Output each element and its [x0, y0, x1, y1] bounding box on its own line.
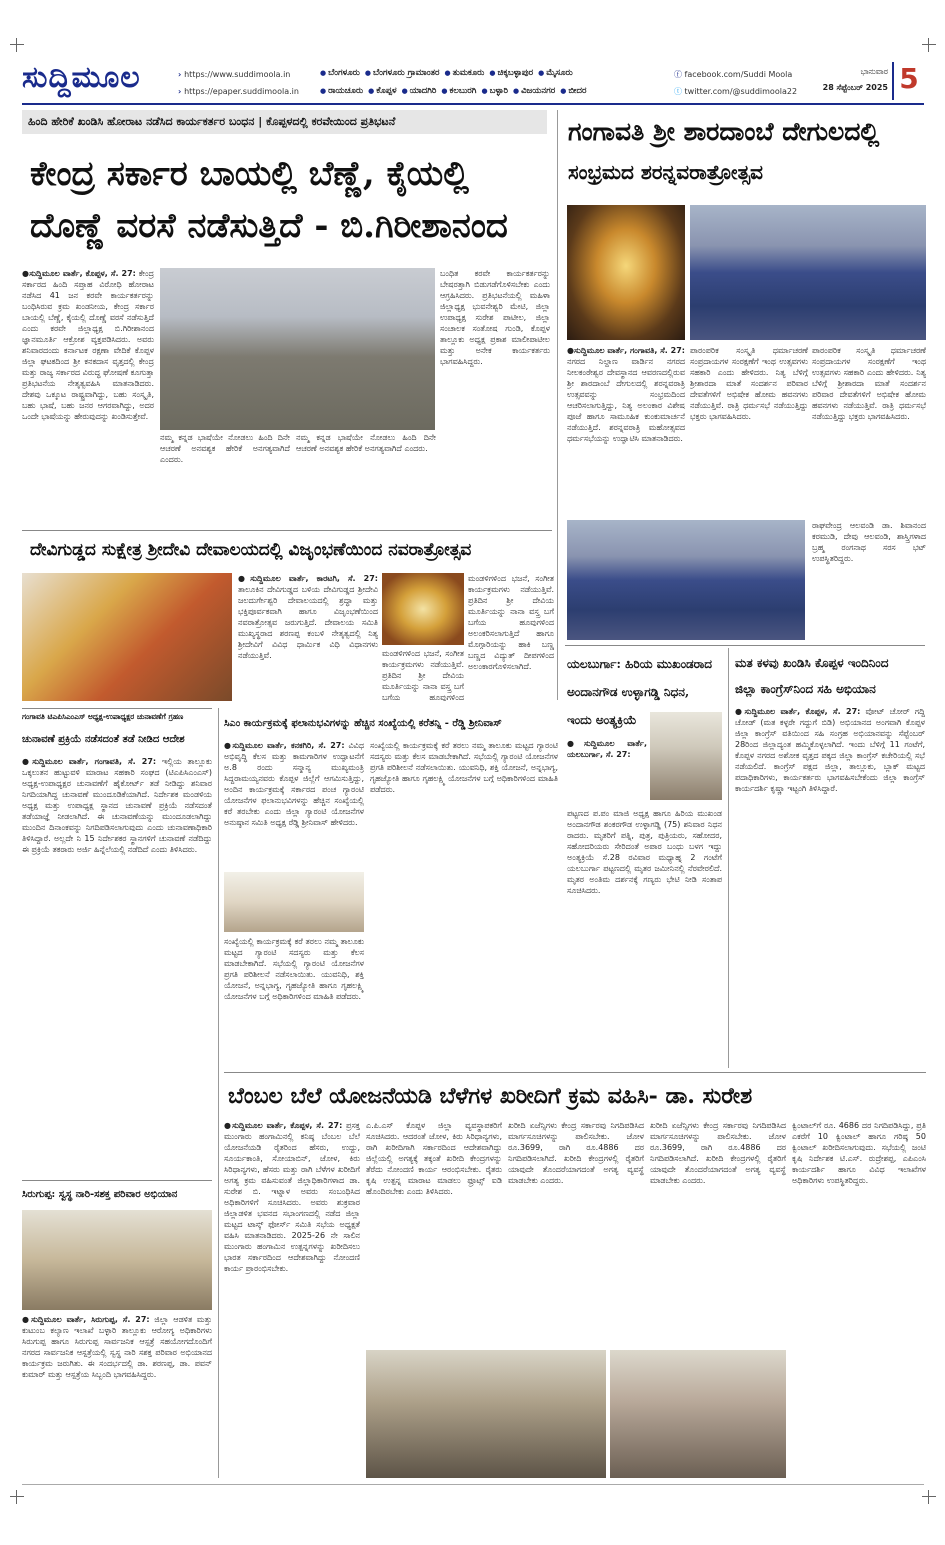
election-body-text: ಇಲ್ಲಿಯ ತಾಲ್ಲೂಕು ಒಕ್ಕಲುತನ ಹುಟ್ಟುವಳಿ ಮಾರಾಟ ಸಹಕಾರಿ ಸಂಘದ (ಟಿಎಪಿಸಿಎಂಎಸ್) ಅಧ್ಯಕ್ಷ-ಉಪಾಧ್ಯಕ್ಷರ ಚುನಾವಣೆಗೆ ಹೈಕೋರ್ಟ್ ತಡೆ ನೀಡಿದ್ದು ಶನಿವಾರ ನಿಗದಿಯಾಗಿದ್ದ ಚುನಾವಣೆ ಮುಂದೂಡಿಕೆಯಾಗಿದೆ. ನಿರ್ದೇಶಕ ಮಂಡಳಿಯ ಅಧ್ಯಕ್ಷ ಮತ್ತು ಉಪಾಧ್ಯಕ್ಷ ಸ್ಥಾನದ ಚುನಾವಣೆ ಪ್ರಕ್ರಿಯೆ ನಡೆಸದಂತೆ ತಡೆಯಾಜ್ಞೆ ನೀಡಲಾಗಿದೆ. ಈ ಚುನಾವಣೆಯನ್ನು ಮುಂದೂಡಲಾಗಿದ್ದು ಮುಂದಿನ ದಿನಾಂಕವನ್ನು ನಿಗದಿಪಡಿಸಲಾಗುವುದು ಎಂದು ಚುನಾವಣಾಧಿಕಾರಿ ತಿಳಿಸಿದ್ದಾರೆ. ಅಲ್ಲದೇ ನಿ 15 ನಿರ್ದೇಶಕರ ಸ್ಥಾನಗಳಿಗೆ ಚುನಾವಣೆ ನಡೆದಿದ್ದು ಈ ಪ್ರಕ್ರಿಯೆ ತಕರಾರು ಅರ್ಜಿ ಹಿನ್ನೆಲೆಯಲ್ಲಿ ನಡೆದಿದೆ ಎಂದು ತಿಳಿಸಿದರು.: [22, 757, 212, 854]
lead-column-2: ನಮ್ಮ ಕನ್ನಡ ಭಾಷೆಯೇ ನೋಡಲು ಹಿಂದಿ ದಿನೇ ಆಚರಣೆ ಅನವಶ್ಯಕ ಹೇರಿಕೆ ಅನಗತ್ಯವಾಗಿದೆ ಎಂದರು.: [296, 433, 436, 453]
registration-mark: [922, 38, 936, 52]
yalaburga-headline-line1: ಯಲಬುರ್ಗಾ: ಹಿರಿಯ ಮುಖಂಡರಾದ: [567, 657, 712, 671]
column-divider: [728, 648, 729, 1068]
cm-event-column-2: ಸಂಖ್ಯೆಯಲ್ಲಿ ಕಾರ್ಯಕ್ರಮಕ್ಕೆ ಕರೆ ತರಲು ನಮ್ಮ ತಾಲೂಕು ಮಟ್ಟದ ಗ್ಯಾರಂಟಿ ಸದಸ್ಯರು ಮತ್ತು ಕೆಲಸ ಮಾಡಬೇಕಾಗಿದೆ. ಸಭೆಯಲ್ಲಿ ಗ್ಯಾರಂಟಿ ಯೋಜನೆಗಳ ಪ್ರಗತಿ ಪರಿಶೀಲನೆ ನಡೆಸಲಾಯಿತು. ಯುವನಿಧಿ, ಶಕ್ತಿ ಯೋಜನೆ, ಅನ್ನಭಾಗ್ಯ, ಗೃಹಜ್ಯೋತಿ ಹಾಗೂ ಗೃಹಲಕ್ಷ್ಮಿ ಯೋಜನೆಗಳ ಬಗ್ಗೆ ಅಧಿಕಾರಿಗಳಿಂದ ಮಾಹಿತಿ ಪಡೆದರು.: [224, 937, 364, 1001]
page-number: 5: [892, 62, 924, 100]
meeting-photo: [224, 872, 364, 932]
gangavati-body-text: ನಗರದ ನಿಲ್ದಾಣ ವಾರ್ಡಿನ ನಗರದ ನೀಲಕಂಠೇಶ್ವರ ದೇವಸ್ಥಾನದ ಆವರಣದಲ್ಲಿರುವ ಶ್ರೀ ಶಾರದಾಂಬೆ ದೇಗುಲದಲ್ಲಿ ಶರನ್ನವರಾತ್ರಿ ಉತ್ಸವವನ್ನು ಸಂಭ್ರಮದಿಂದ ಆಚರಿಸಲಾಗುತ್ತಿದ್ದು, ನಿತ್ಯ ಅಲಂಕಾರ ವಿಶೇಷ ಪೂಜೆ ಹಾಗೂ ಸಾಮೂಹಿಕ ಕುಂಕುಮಾರ್ಚನೆ ನಡೆಯುತ್ತಿದೆ. ಶರನ್ನವರಾತ್ರಿ ಮಹೋತ್ಸವದ ಧರ್ಮಸಭೆಯನ್ನು ಉದ್ಘಾಟಿಸಿ ಮಾತನಾಡಿದರು.: [567, 357, 685, 443]
health-camp-photo: [22, 1210, 212, 1310]
registration-mark: [10, 1490, 24, 1504]
devigudda-column-2: ಮಂಡಳಿಗಳಿಂದ ಭಜನೆ, ಸಂಗೀತ ಕಾರ್ಯಕ್ರಮಗಳು ನಡೆಯುತ್ತಿವೆ. ಪ್ರತಿದಿನ ಶ್ರೀ ದೇವಿಯ ಮೂರ್ತಿಯನ್ನು ನಾನಾ ವಸ್ತ್ರ ಬಗೆ ಬಗೆಯ ಹೂವುಗಳಿಂದ ಅಲಂಕರಿಸಲಾಗುತ್ತಿದೆ ಹಾಗೂ ಮೊಗ್ಗಾರಿಯನ್ನು ಹಾಕಿ ಬಣ್ಣ ಬಣ್ಣದ ವಿದ್ಯುತ್ ದೀಪಗಳಿಂದ ಅಲಂಕಾರಗೊಳಿಸಲಾಗಿದೆ.: [468, 574, 554, 671]
siruguppa-body-text: ಜಿಲ್ಲಾ ಆಡಳಿತ ಮತ್ತು ಕುಟುಂಬ ಕಲ್ಯಾಣ ಇಲಾಖೆ ಬಳ್ಳಾರಿ ತಾಲ್ಲೂಕು ಆರೋಗ್ಯ ಅಧಿಕಾರಿಗಳು ಸಿರುಗುಪ್ಪ ಹಾಗೂ ಸಿರುಗುಪ್ಪ ಸಾರ್ವಜನಿಕ ಆಸ್ಪತ್ರೆ ಸಹಯೋಗದೊಂದಿಗೆ ನಗರದ ಸಾರ್ವಜನಿಕ ಆಸ್ಪತ್ರೆಯಲ್ಲಿ ಸ್ವಸ್ಥ ನಾರಿ ಸಶಕ್ತ ಪರಿವಾರ ಅಭಿಯಾನದ ಕಾರ್ಯಕ್ರಮ ಜರುಗಿತು. ಈ ಸಂದರ್ಭದಲ್ಲಿ ಡಾ. ಶರಣಪ್ಪ, ಡಾ. ಪವನ್ ಕುಮಾರ್ ಮತ್ತು ಆಸ್ಪತ್ರೆಯ ಸಿಬ್ಬಂದಿ ಭಾಗವಹಿಸಿದ್ದರು.: [22, 1315, 212, 1379]
devigudda-headline: ದೇವಿಗುಡ್ಡದ ಸುಕ್ಷೇತ್ರ ಶ್ರೀದೇವಿ ದೇವಾಲಯದಲ್ಲಿ ವಿಜೃಂಭಣೆಯಿಂದ ನವರಾತ್ರೋತ್ಸವ: [30, 540, 472, 560]
cm-event-body-text: ವಿವಿಧ ಅಭಿವೃದ್ಧಿ ಕೆಲಸ ಮತ್ತು ಕಾಮಗಾರಿಗಳ ಉದ್ಘಾಟನೆಗೆ ಅ.8 ರಂದು ಸನ್ಮಾನ್ಯ ಮುಖ್ಯಮಂತ್ರಿ ಸಿದ್ದರಾಮಯ್ಯನವರು ಕೊಪ್ಪಳ ಜಿಲ್ಲೆಗೆ ಆಗಮಿಸುತ್ತಿದ್ದು, ಅಂದಿನ ಕಾರ್ಯಕ್ರಮಕ್ಕೆ ಸರ್ಕಾರದ ಪಂಚ ಗ್ಯಾರಂಟಿ ಯೋಜನೆಗಳ ಫಲಾನುಭವಿಗಳನ್ನು ಹೆಚ್ಚಿನ ಸಂಖ್ಯೆಯಲ್ಲಿ ಕರೆ ತರಬೇಕು ಎಂದು ಜಿಲ್ಲಾ ಗ್ಯಾರಂಟಿ ಯೋಜನೆಗಳ ಅನುಷ್ಠಾನ ಸಮಿತಿ ಅಧ್ಯಕ್ಷ ರೆಡ್ಡಿ ಶ್ರೀನಿವಾಸ್ ಹೇಳಿದರು.: [224, 741, 364, 827]
district-item: ● ಮೈಸೂರು: [538, 68, 573, 78]
section-divider: [565, 645, 925, 646]
district-item: ● ಬೀದರ: [560, 86, 586, 96]
website-url[interactable]: › https://www.suddimoola.in: [178, 66, 299, 83]
facebook-link[interactable]: facebook.com/Suddi Moola: [684, 70, 793, 79]
district-item: ● ಬಳ್ಳಾರಿ: [481, 86, 508, 96]
congress-headline: [735, 650, 925, 702]
district-item: ● ಯಾದಗಿರಿ: [402, 86, 437, 96]
ritual-photo: [22, 573, 232, 701]
yalaburga-headline-line2: ಅಂದಾನಗೌಡ ಉಳ್ಳಾಗಡ್ಡಿ ನಿಧನ,: [567, 685, 690, 699]
millet-byline: ●ಸುದ್ದಿಮೂಲ ವಾರ್ತೆ, ಕೊಪ್ಪಳ, ಸೆ. 27:: [224, 1121, 343, 1130]
district-item: ● ರಾಯಚೂರು: [320, 86, 363, 96]
newspaper-logo: ಸುದ್ದಿಮೂಲ: [22, 60, 141, 95]
election-headline: ಚುನಾವಣೆ ಪ್ರಕ್ರಿಯೆ ನಡೆಸದಂತೆ ತಡೆ ನೀಡಿದ ಆದೇಶ: [22, 734, 185, 745]
congress-headline-line1: ಮತ ಕಳವು ಖಂಡಿಸಿ ಕೊಪ್ಪಳ ಇಂದಿನಿಂದ: [735, 656, 889, 670]
yalaburga-body: [567, 738, 647, 808]
twitter-link[interactable]: twitter.com/@suddimoola22: [684, 87, 798, 96]
deity-photo: [567, 205, 685, 340]
cm-event-body: [224, 740, 364, 868]
district-item: ● ತುಮಕೂರು: [445, 68, 485, 78]
social-links: [674, 66, 797, 100]
gangavati-headline-line2: ಸಂಭ್ರಮದ ಶರನ್ನವರಾತ್ರೋತ್ಸವ: [568, 160, 763, 184]
cm-event-column-3: ಸಂಖ್ಯೆಯಲ್ಲಿ ಕಾರ್ಯಕ್ರಮಕ್ಕೆ ಕರೆ ತರಲು ನಮ್ಮ ತಾಲೂಕು ಮಟ್ಟದ ಗ್ಯಾರಂಟಿ ಸದಸ್ಯರು ಮತ್ತು ಕೆಲಸ ಮಾಡಬೇಕಾಗಿದೆ. ಸಭೆಯಲ್ಲಿ ಗ್ಯಾರಂಟಿ ಯೋಜನೆಗಳ ಪ್ರಗತಿ ಪರಿಶೀಲನೆ ನಡೆಸಲಾಯಿತು. ಯುವನಿಧಿ, ಶಕ್ತಿ ಯೋಜನೆ, ಅನ್ನಭಾಗ್ಯ, ಗೃಹಜ್ಯೋತಿ ಹಾಗೂ ಗೃಹಲಕ್ಷ್ಮಿ ಯೋಜನೆಗಳ ಬಗ್ಗೆ ಅಧಿಕಾರಿಗಳಿಂದ ಮಾಹಿತಿ ಪಡೆದರು.: [370, 741, 558, 794]
devotees-photo-2: [567, 520, 805, 640]
district-item: ● ಬೆಂಗಳೂರು: [320, 68, 360, 78]
district-item: ● ಕಲಬುರಗಿ: [441, 86, 476, 96]
district-item: ● ವಿಜಯನಗರ: [513, 86, 555, 96]
lead-byline: ●ಸುದ್ದಿಮೂಲ ವಾರ್ತೆ, ಕೊಪ್ಪಳ, ಸೆ. 27:: [22, 269, 136, 278]
devotees-photo: [690, 205, 926, 340]
issue-day: ಭಾನುವಾರ: [860, 67, 888, 76]
millet-column-3: ಖರೀದಿ ಏಜೆನ್ಸಿಗಳು ಕೇಂದ್ರ ಸರ್ಕಾರವು ನಿಗದಿಪಡಿಸಿದ ಮಾರ್ಗಸೂಚಿಗಳನ್ನು ಪಾಲಿಸಬೇಕು. ಜೋಳ ರೂ.3699, ರಾಗಿ ರೂ.4886 ದರ ನಿಗದಿಪಡಿಸಲಾಗಿದೆ. ಖರೀದಿ ಕೇಂದ್ರಗಳಲ್ಲಿ ರೈತರಿಗೆ ಯಾವುದೇ ತೊಂದರೆಯಾಗದಂತೆ ಅಗತ್ಯ ವ್ಯವಸ್ಥೆ ಮಾಡಬೇಕು ಎಂದರು.: [508, 1121, 644, 1185]
issue-date: [808, 64, 888, 96]
election-body: [22, 756, 212, 1176]
cm-event-headline: ಸಿಎಂ ಕಾರ್ಯಕ್ರಮಕ್ಕೆ ಫಲಾನುಭವಿಗಳನ್ನು ಹೆಚ್ಚಿನ ಸಂಖ್ಯೆಯಲ್ಲಿ ಕರೆತನ್ನಿ - ರೆಡ್ಡಿ ಶ್ರೀನಿವಾಸ್: [224, 718, 502, 729]
lead-strap: ಹಿಂದಿ ಹೇರಿಕೆ ಖಂಡಿಸಿ ಹೋರಾಟ ನಡೆಸಿದ ಕಾರ್ಯಕರ್ತರ ಬಂಧನ | ಕೊಪ್ಪಳದಲ್ಲಿ ಕರವೇಯಿಂದ ಪ್ರತಿಭಟನೆ: [22, 110, 547, 134]
lead-column-3: ಬಂಧಿತ ಕರವೇ ಕಾರ್ಯಕರ್ತರನ್ನು ಬೇಷರತ್ತಾಗಿ ಬಿಡುಗಡೆಗೊಳಿಸಬೇಕು ಎಂದು ಆಗ್ರಹಿಸಿದರು. ಪ್ರತಿಭಟನೆಯಲ್ಲಿ ಮಹಿಳಾ ಜಿಲ್ಲಾಧ್ಯಕ್ಷ ಭುವನೇಶ್ವರಿ ಮೇಟಿ, ಜಿಲ್ಲಾ ಉಪಾಧ್ಯಕ್ಷ ಸುರೇಶ ಪಾಟೀಲ, ಜಿಲ್ಲಾ ಸಂಚಾಲಕ ಸಂತೋಷ ಗುಂಡಿ, ಕೊಪ್ಪಳ ತಾಲ್ಲೂಕು ಅಧ್ಯಕ್ಷ ಪ್ರಕಾಶ ಮಾಲೀಪಾಟೀಲ ಮತ್ತು ಅನೇಕ ಕಾರ್ಯಕರ್ತರು ಭಾಗವಹಿಸಿದ್ದರು.: [440, 269, 550, 366]
protest-photo: [160, 268, 435, 430]
congress-byline: ●ಸುದ್ದಿಮೂಲ ವಾರ್ತೆ, ಕೊಪ್ಪಳ, ಸೆ. 27:: [735, 707, 861, 716]
section-divider: [22, 1180, 212, 1181]
gangavati-headline: [568, 112, 928, 192]
gangavati-column-3: ಪಾರಂಪರಿಕ ಸಂಸ್ಕೃತಿ ಧರ್ಮಾಚರಣೆ ಸಂಪ್ರದಾಯಗಳ ಸಂರಕ್ಷಣೆಗೆ ಇಂಥ ಉತ್ಸವಗಳು ಸಹಕಾರಿ ಎಂದು ಹೇಳಿದರು. ನಿತ್ಯ ಬೆಳಿಗ್ಗೆ ಶ್ರೀಶಾರದಾ ಮಾತೆ ಸಂದರ್ಶನ ಪರಿವಾರ ದೇವತೆಗಳಿಗೆ ಅಭಿಷೇಕ ಹೋಮ ಹವನಗಳು ನಡೆಯುತ್ತಿವೆ. ರಾತ್ರಿ ಧರ್ಮಸಭೆ ನಡೆಯುತ್ತಿದ್ದು ಭಕ್ತರು ಭಾಗವಹಿಸಿದರು.: [812, 346, 926, 421]
millet-column-5: ಕ್ವಿಂಟಾಲ್‌ಗೆ ರೂ. 4686 ದರ ನಿಗದಿಪಡಿಸಿದ್ದು, ಪ್ರತಿ ಎಕರೆಗೆ 10 ಕ್ವಿಂಟಾಲ್ ಹಾಗೂ ಗರಿಷ್ಠ 50 ಕ್ವಿಂಟಾಲ್ ಖರೀದಿಸಲಾಗುವುದು. ಸಭೆಯಲ್ಲಿ ಜಂಟಿ ಕೃಷಿ ನಿರ್ದೇಶಕ ಟಿ.ಎಸ್. ರುದ್ರೇಶಪ್ಪ, ಎಪಿಎಂಸಿ ಕಾರ್ಯದರ್ಶಿ ಹಾಗೂ ವಿವಿಧ ಇಲಾಖೆಗಳ ಅಧಿಕಾರಿಗಳು ಉಪಸ್ಥಿತರಿದ್ದರು.: [792, 1121, 926, 1185]
congress-body-text: ವೋಟ್ ಚೋರ್ ಗದ್ದಿ ಚೋಡ್ (ಮತ ಕಳ್ಳರೇ ಗದ್ದುಗೆ ಬಿಡಿ) ಅಭಿಯಾನದ ಅಂಗವಾಗಿ ಕೊಪ್ಪಳ ಜಿಲ್ಲಾ ಕಾಂಗ್ರೆಸ್ ವತಿಯಿಂದ ಸಹಿ ಸಂಗ್ರಹ ಅಭಿಯಾನವನ್ನು ಸೆಪ್ಟೆಂಬರ್ 28ರಿಂದ ಜಿಲ್ಲಾದ್ಯಂತ ಹಮ್ಮಿಕೊಳ್ಳಲಾಗಿದೆ. ಇಂದು ಬೆಳಿಗ್ಗೆ 11 ಗಂಟೆಗೆ, ಕೊಪ್ಪಳ ನಗರದ ಅಶೋಕ ವೃತ್ತದ ಪಕ್ಕದ ಜಿಲ್ಲಾ ಕಾಂಗ್ರೆಸ್ ಕಚೇರಿಯಲ್ಲಿ ಸಭೆ ನಡೆಯಲಿದೆ. ಕಾಂಗ್ರೆಸ್ ಪಕ್ಷದ ಜಿಲ್ಲಾ, ತಾಲ್ಲೂಕು, ಬ್ಲಾಕ್ ಮಟ್ಟದ ಪದಾಧಿಕಾರಿಗಳು, ಕಾರ್ಯಕರ್ತರು ಭಾಗವಹಿಸಬೇಕೆಂದು ಜಿಲ್ಲಾ ಕಾಂಗ್ರೆಸ್ ಕಾರ್ಯದರ್ಶಿ ಕೃಷ್ಣಾ ಇಟ್ಟಂಗಿ ತಿಳಿಸಿದ್ದಾರೆ.: [735, 707, 925, 793]
siruguppa-body: [22, 1314, 212, 1478]
masthead-divider: [22, 103, 924, 105]
section-divider: [22, 530, 552, 531]
goddess-photo: [382, 573, 464, 645]
district-item: ● ಬೆಂಗಳೂರು ಗ್ರಾಮಾಂತರ: [365, 68, 440, 78]
siruguppa-headline: ಸಿರುಗುಪ್ಪ: ಸ್ವಸ್ಥ ನಾರಿ-ಸಶಕ್ತ ಪರಿವಾರ ಅಭಿಯಾನ: [22, 1189, 178, 1200]
section-divider: [22, 708, 212, 709]
column-divider: [218, 708, 219, 1478]
registration-mark: [922, 1490, 936, 1504]
facebook-icon: ⓕ: [674, 70, 682, 79]
issue-date-text: 28 ಸೆಪ್ಟೆಂಬರ್ 2025: [822, 83, 888, 92]
devigudda-body-text: ತಾಲೂಕಿನ ದೇವಿಗುಡ್ಡದ ಬಳಿಯ ದೇವಿಗುಡ್ಡದ ಶ್ರೀದೇವಿ ಜಲದುರ್ಗೇಶ್ವರಿ ದೇವಾಲಯದಲ್ಲಿ ಶ್ರದ್ಧಾ ಮತ್ತು ಭಕ್ತಿಪೂರ್ವಕವಾಗಿ ಹಾಗೂ ವಿಜೃಂಭಣೆಯಿಂದ ನವರಾತ್ರೋತ್ಸವ ಜರುಗುತ್ತಿದೆ. ದೇವಾಲಯ ಸಮಿತಿ ಮುಖ್ಯಸ್ಥರಾದ ಶರಣಪ್ಪ ಕಂಬಳಿ ನೇತೃತ್ವದಲ್ಲಿ ನಿತ್ಯ ಶ್ರೀದೇವಿಗೆ ವಿವಿಧ ಧಾರ್ಮಿಕ ವಿಧಿ ವಿಧಾನಗಳು ನಡೆಯುತ್ತಿವೆ.: [238, 585, 378, 660]
website-links: [178, 66, 299, 100]
gangavati-byline: ●ಸುದ್ದಿಮೂಲ ವಾರ್ತೆ, ಗಂಗಾವತಿ, ಸೆ. 27:: [567, 346, 685, 355]
column-divider: [557, 110, 558, 700]
registration-mark: [10, 38, 24, 52]
officials-photo: [610, 1350, 786, 1478]
yalaburga-byline: ●ಸುದ್ದಿಮೂಲ ವಾರ್ತೆ, ಯಲಬುರ್ಗಾ, ಸೆ. 27:: [567, 739, 647, 759]
review-meeting-photo: [366, 1350, 606, 1478]
lead-caption: ನಮ್ಮ ಕನ್ನಡ ಭಾಷೆಯೇ ನೋಡಲು ಹಿಂದಿ ದಿನೇ ಆಚರಣೆ ಅನವಶ್ಯಕ ಹೇರಿಕೆ ಅನಗತ್ಯವಾಗಿದೆ ಎಂದರು.: [160, 433, 290, 464]
congress-body: [735, 706, 925, 1068]
district-item: ● ಕೊಪ್ಪಳ: [368, 86, 396, 96]
lead-body: [22, 268, 154, 528]
millet-column-2: ಎ.ಪಿ.ಎಸ್ ಕೊಪ್ಪಳ ಜಿಲ್ಲಾ ವ್ಯವಸ್ಥಾಪಕರಿಗೆ ಸೂಚಿಸಿದರು. ಆದರಂತೆ ಜೋಳ, ಕಿರು ಸಿರಿಧಾನ್ಯಗಳು, ರಾಗಿ ಖರೀದಿಗಾಗಿ ಸರ್ಕಾರದಿಂದ ಆದೇಶವಾಗಿದ್ದು ಜಿಲ್ಲೆಯಲ್ಲಿ ಅಗತ್ಯಕ್ಕೆ ತಕ್ಕಂತೆ ಖರೀದಿ ಕೇಂದ್ರಗಳನ್ನು ತೆರೆದು ನೋಂದಣಿ ಕಾರ್ಯ ಆರಂಭಿಸಬೇಕು. ರೈತರು ಕೃಷಿ ಉತ್ಪನ್ನ ಮಾರಾಟ ಮಾಡಲು ಫ್ರೂಟ್ಸ್ ಐಡಿ ಹೊಂದಿರಬೇಕು ಎಂದು ತಿಳಿಸಿದರು.: [366, 1121, 502, 1196]
lead-headline: [30, 148, 550, 252]
election-byline: ●ಸುದ್ದಿಮೂಲ ವಾರ್ತೆ, ಗಂಗಾವತಿ, ಸೆ. 27:: [22, 757, 157, 766]
district-list: [320, 64, 660, 100]
obituary-photo: [650, 712, 722, 800]
siruguppa-byline: ●ಸುದ್ದಿಮೂಲ ವಾರ್ತೆ, ಸಿರುಗುಪ್ಪ, ಸೆ. 27:: [22, 1315, 150, 1324]
page-bottom-rule: [22, 1484, 924, 1485]
millet-body-text: ಪ್ರಸಕ್ತ ಮುಂಗಾರು ಹಂಗಾಮಿನಲ್ಲಿ ಕನಿಷ್ಠ ಬೆಂಬಲ ಬೆಲೆ ಯೋಜನೆಯಡಿ ರೈತರಿಂದ ಹೆಸರು, ಉದ್ದು, ಸೂರ್ಯಕಾಂತಿ, ಸೋಯಾಬಿನ್, ಜೋಳ, ಕಿರು ಸಿರಿಧಾನ್ಯಗಳು, ಹೆಸರು ಮತ್ತು ರಾಗಿ ಬೆಳೆಗಳ ಖರೀದಿಗೆ ಅಗತ್ಯ ಕ್ರಮ ವಹಿಸುವಂತೆ ಜಿಲ್ಲಾಧಿಕಾರಿಗಳಾದ ಡಾ. ಸುರೇಶ ಬಿ. ಇಟ್ನಾಳ ಅವರು ಸಂಬಂಧಿಸಿದ ಅಧಿಕಾರಿಗಳಿಗೆ ಸೂಚಿಸಿದರು. ಅವರು ಶುಕ್ರವಾರ ಜಿಲ್ಲಾಡಳಿತ ಭವನದ ಸಭಾಂಗಣದಲ್ಲಿ ನಡೆದ ಜಿಲ್ಲಾ ಮಟ್ಟದ ಟಾಸ್ಕ್ ಫೋರ್ಸ್ ಸಮಿತಿ ಸಭೆಯ ಅಧ್ಯಕ್ಷತೆ ವಹಿಸಿ ಮಾತನಾಡಿದರು. 2025-26 ನೇ ಸಾಲಿನ ಮುಂಗಾರು ಹಂಗಾಮಿನ ಉತ್ಪನ್ನಗಳನ್ನು ಖರೀದಿಸಲು ಭಾರತ ಸರ್ಕಾರದಿಂದ ಆದೇಶವಾಗಿದ್ದು ನೋಂದಣಿ ಕಾರ್ಯ ಪ್ರಾರಂಭಿಸಬೇಕು.: [224, 1121, 360, 1273]
twitter-icon: ⓣ: [674, 87, 682, 96]
section-divider: [224, 1072, 926, 1073]
millet-column-4: ಖರೀದಿ ಏಜೆನ್ಸಿಗಳು ಕೇಂದ್ರ ಸರ್ಕಾರವು ನಿಗದಿಪಡಿಸಿದ ಮಾರ್ಗಸೂಚಿಗಳನ್ನು ಪಾಲಿಸಬೇಕು. ಜೋಳ ರೂ.3699, ರಾಗಿ ರೂ.4886 ದರ ನಿಗದಿಪಡಿಸಲಾಗಿದೆ. ಖರೀದಿ ಕೇಂದ್ರಗಳಲ್ಲಿ ರೈತರಿಗೆ ಯಾವುದೇ ತೊಂದರೆಯಾಗದಂತೆ ಅಗತ್ಯ ವ್ಯವಸ್ಥೆ ಮಾಡಬೇಕು ಎಂದರು.: [650, 1121, 786, 1185]
yalaburga-body-text: ಪಟ್ಟಣದ ಪ.ಪಂ ಮಾಜಿ ಅಧ್ಯಕ್ಷ ಹಾಗೂ ಹಿರಿಯ ಮುಖಂಡ ಅಂದಾನಗೌಡ ಶಂಕರಗೌಡ ಉಳ್ಳಾಗಡ್ಡಿ (75) ಶನಿವಾರ ನಿಧನ ರಾದರು. ಮೃತರಿಗೆ ಪತ್ನಿ, ಪುತ್ರ, ಪುತ್ರಿಯರು, ಸಹೋದರ, ಸಹೋದರಿಯರು ಸೇರಿದಂತೆ ಅಪಾರ ಬಂಧು ಬಳಗ ಇದ್ದು ಅಂತ್ಯಕ್ರಿಯೆ ಸೆ.28 ರವಿವಾರ ಮಧ್ಯಾಹ್ನ 2 ಗಂಟೆಗೆ ಯಲಬುರ್ಗಾ ಪಟ್ಟಣದಲ್ಲಿ ಮೃತರ ಜಮೀನಿನಲ್ಲಿ ನೆರವೇರಲಿದೆ. ಮೃತರ ಅಂತಿಮ ದರ್ಶನಕ್ಕೆ ಗಣ್ಯರು ಭೇಟಿ ನೀಡಿ ಸಂತಾಪ ಸೂಚಿಸಿದರು.: [567, 809, 722, 895]
devigudda-column-3: ಮಂಡಳಿಗಳಿಂದ ಭಜನೆ, ಸಂಗೀತ ಕಾರ್ಯಕ್ರಮಗಳು ನಡೆಯುತ್ತಿವೆ. ಪ್ರತಿದಿನ ಶ್ರೀ ದೇವಿಯ ಮೂರ್ತಿಯನ್ನು ನಾನಾ ವಸ್ತ್ರ ಬಗೆ ಬಗೆಯ ಹೂವುಗಳಿಂದ: [382, 649, 464, 701]
lead-body-text: ಕೇಂದ್ರ ಸರ್ಕಾರದ ಹಿಂದಿ ಸಪ್ತಾಹ ವಿರೋಧಿ ಹೋರಾಟ ನಡೆಸಿದ 41 ಜನ ಕರವೇ ಕಾರ್ಯಕರ್ತರನ್ನು ಬಂಧಿಸಿರುವ ಕ್ರಮ ಖಂಡನೀಯ, ಕೇಂದ್ರ ಸರ್ಕಾರ ಬಾಯಲ್ಲಿ ಬೆಣ್ಣೆ, ಕೈಯಲ್ಲಿ ದೊಣ್ಣೆ ವರಸೆ ನಡೆಸುತ್ತಿದೆ ಎಂದು ಕರವೇ ಜಿಲ್ಲಾಧ್ಯಕ್ಷ ಬಿ.ಗಿರೀಶಾನಂದ ಜ್ಞಾನಮೂರ್ತಿ ಆಕ್ರೋಶ ವ್ಯಕ್ತಪಡಿಸಿದರು. ಅವರು ಶನಿವಾರದಂದು ಕರ್ನಾಟಕ ರಕ್ಷಣಾ ವೇದಿಕೆ ಕೊಪ್ಪಳ ಜಿಲ್ಲಾ ಘಟಕದಿಂದ ಶ್ರೀ ಕನಕದಾಸ ವೃತ್ತದಲ್ಲಿ ಕೇಂದ್ರ ಮತ್ತು ರಾಜ್ಯ ಸರ್ಕಾರದ ವಿರುದ್ಧ ಘೋಷಣೆ ಕೂಗುತ್ತಾ ಪ್ರತಿಭಟನೆಯ ನೇತೃತ್ವವಹಿಸಿ ಮಾತನಾಡಿದರು. ದೇಶವು ಒಕ್ಕೂಟ ರಾಷ್ಟ್ರವಾಗಿದ್ದು, ಬಹು ಸಂಸ್ಕೃತಿ, ಬಹು ಭಾಷೆ, ಬಹು ಜನರ ಆಗರವಾಗಿದ್ದು, ಅದರ ಒಂದೇ ಭಾಷೆಯನ್ನು ಹೇರುವುದನ್ನು ಖಂಡಿಸುತ್ತೇವೆ.: [22, 269, 154, 421]
gangavati-body: [567, 345, 685, 515]
cm-event-byline: ●ಸುದ್ದಿಮೂಲ ವಾರ್ತೆ, ಕನಕಗಿರಿ, ಸೆ. 27:: [224, 741, 345, 750]
district-item: ● ಚಿಕ್ಕಬಳ್ಳಾಪುರ: [489, 68, 533, 78]
congress-headline-line2: ಜಿಲ್ಲಾ ಕಾಂಗ್ರೆಸ್‌ನಿಂದ ಸಹಿ ಅಭಿಯಾನ: [735, 682, 876, 696]
devigudda-byline: ●ಸುದ್ದಿಮೂಲ ವಾರ್ತೆ, ಕಾರಟಗಿ, ಸೆ. 27:: [238, 574, 378, 583]
devigudda-body: [238, 573, 378, 701]
lead-headline-line1: ಕೇಂದ್ರ ಸರ್ಕಾರ ಬಾಯಲ್ಲಿ ಬೆಣ್ಣೆ, ಕೈಯಲ್ಲಿ: [30, 154, 469, 194]
gangavati-headline-line1: ಗಂಗಾವತಿ ಶ್ರೀ ಶಾರದಾಂಬೆ ದೇಗುಲದಲ್ಲಿ: [568, 117, 880, 146]
epaper-url[interactable]: › https://epaper.suddimoola.in: [178, 83, 299, 100]
gangavati-column-2: ಪಾರಂಪರಿಕ ಸಂಸ್ಕೃತಿ ಧರ್ಮಾಚರಣೆ ಸಂಪ್ರದಾಯಗಳ ಸಂರಕ್ಷಣೆಗೆ ಇಂಥ ಉತ್ಸವಗಳು ಸಹಕಾರಿ ಎಂದು ಹೇಳಿದರು. ನಿತ್ಯ ಬೆಳಿಗ್ಗೆ ಶ್ರೀಶಾರದಾ ಮಾತೆ ಸಂದರ್ಶನ ಪರಿವಾರ ದೇವತೆಗಳಿಗೆ ಅಭಿಷೇಕ ಹೋಮ ಹವನಗಳು ನಡೆಯುತ್ತಿವೆ. ರಾತ್ರಿ ಧರ್ಮಸಭೆ ನಡೆಯುತ್ತಿದ್ದು ಭಕ್ತರು ಭಾಗವಹಿಸಿದರು.: [690, 346, 808, 421]
lead-headline-line2: ದೊಣ್ಣೆ ವರಸೆ ನಡೆಸುತ್ತಿದೆ - ಬಿ.ಗಿರೀಶಾನಂದ: [30, 206, 508, 246]
yalaburga-headline-line3: ಇಂದು ಅಂತ್ಯಕ್ರಿಯೆ: [567, 713, 637, 727]
millet-headline: ಬೆಂಬಲ ಬೆಲೆ ಯೋಜನೆಯಡಿ ಬೆಳೆಗಳ ಖರೀದಿಗೆ ಕ್ರಮ ವಹಿಸಿ- ಡಾ. ಸುರೇಶ: [228, 1083, 753, 1109]
election-kicker: ಗಂಗಾವತಿ ಟಿಎಪಿಸಿಎಂಎಸ್ ಅಧ್ಯಕ್ಷ-ಉಪಾಧ್ಯಕ್ಷರ ಚುನಾವಣೆಗೆ ಗ್ರಹಣ: [22, 712, 184, 721]
millet-body: [224, 1120, 360, 1480]
gangavati-column-4: ರಾಘವೇಂದ್ರ ಆಲವಂಡಿ ಡಾ. ಶಿವಾನಂದ ಕರಮುಡಿ, ದೇವು ಆಲವಂಡಿ, ಶಾಸ್ತ್ರಿಗಳಾದ ಬ್ರಹ್ಮ ರಂಗನಾಥ ಸರಸ ಭಟ್ ಉಪಸ್ಥಿತರಿದ್ದರು.: [812, 521, 926, 563]
